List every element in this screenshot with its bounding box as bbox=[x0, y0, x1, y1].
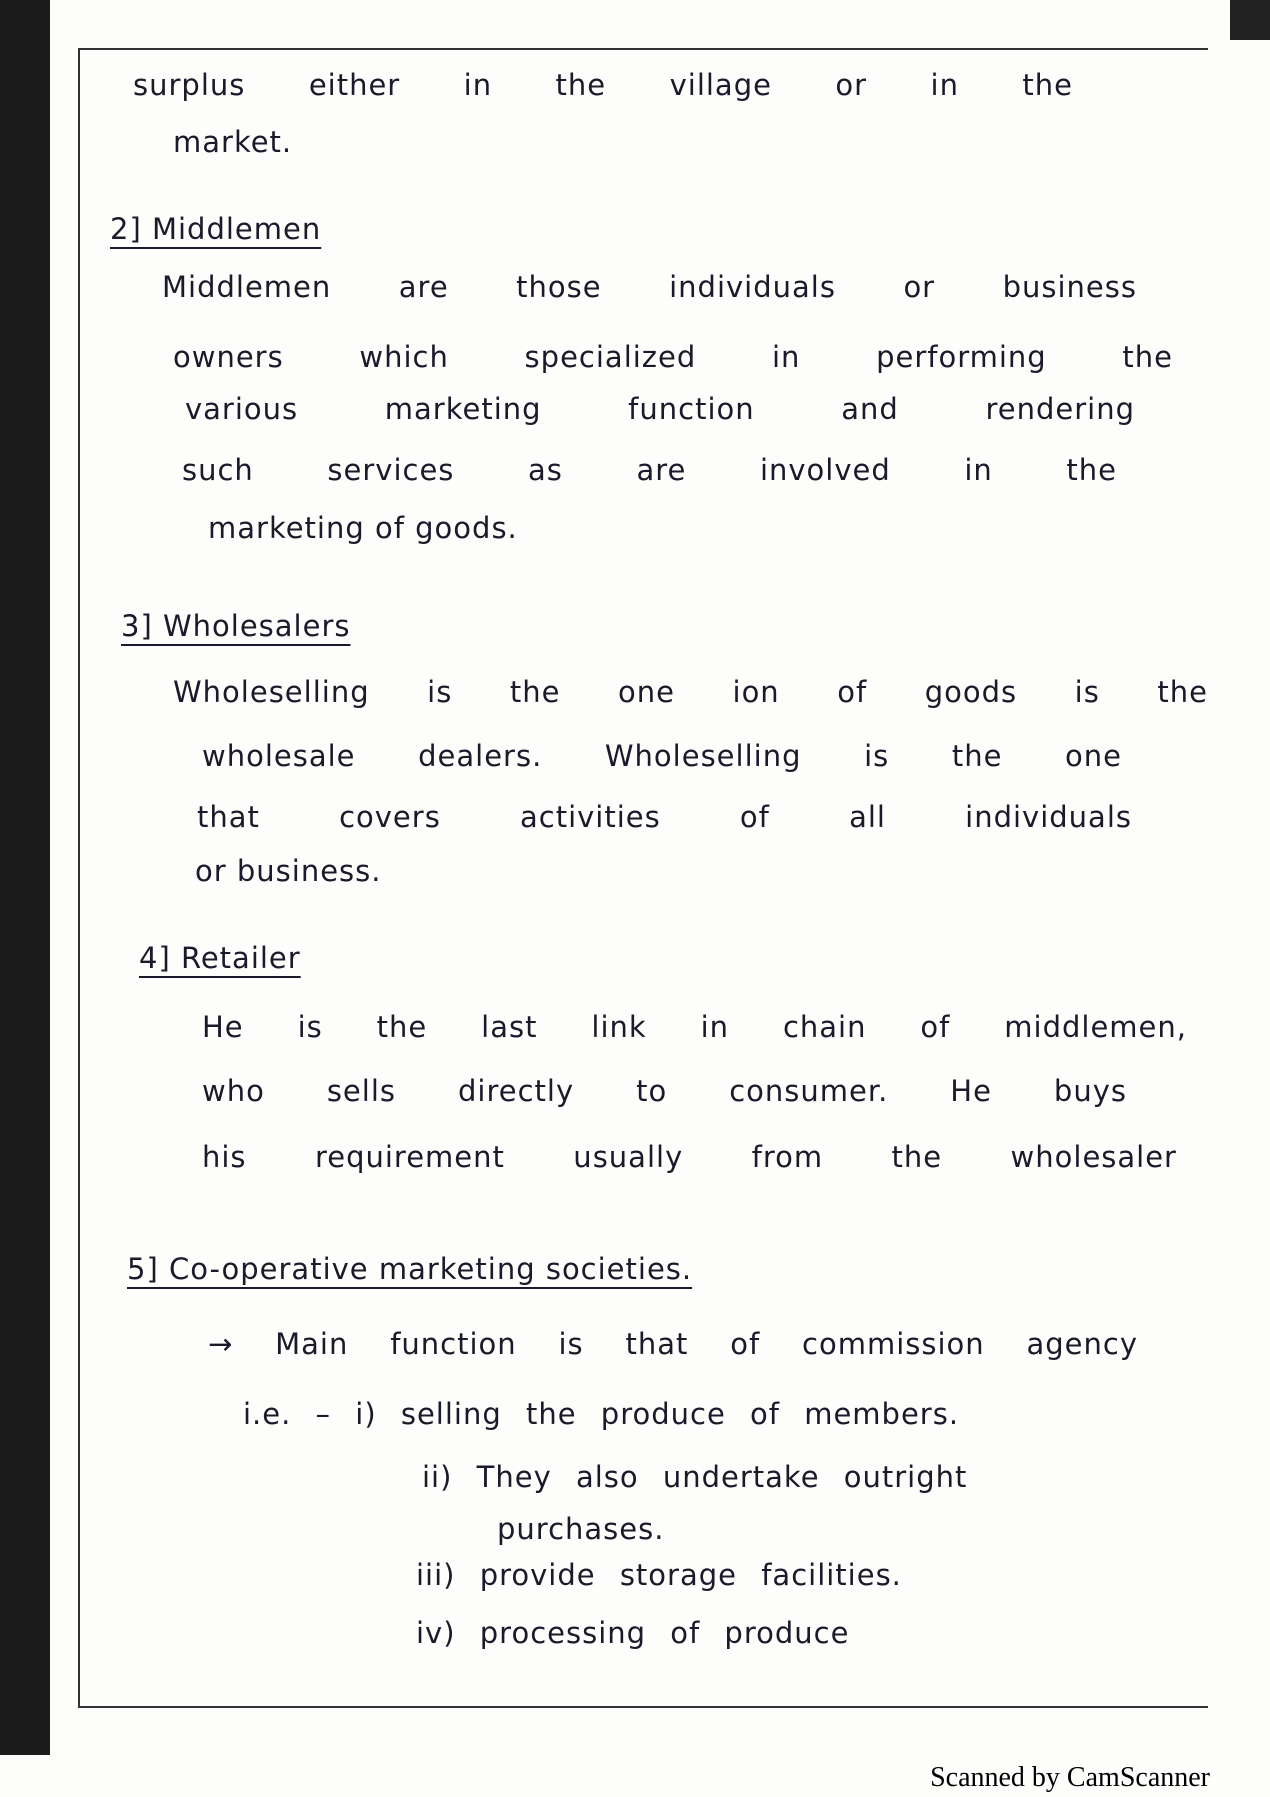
section-heading-cooperative: 5] Co-operative marketing societies. bbox=[127, 1252, 693, 1286]
text-line: that covers activities of all individuals bbox=[197, 800, 1132, 834]
text-line: such services as are involved in the bbox=[182, 453, 1117, 487]
text-line: or business. bbox=[195, 854, 382, 888]
text-line: purchases. bbox=[497, 1512, 665, 1546]
scanner-watermark: Scanned by CamScanner bbox=[930, 1762, 1210, 1793]
page-border-left bbox=[78, 48, 80, 1708]
section-heading-wholesalers: 3] Wholesalers bbox=[121, 609, 351, 643]
list-item: ii) They also undertake outright bbox=[422, 1460, 968, 1494]
scan-edge-left bbox=[0, 0, 50, 1755]
text-line: Wholeselling is the one ion of goods is the bbox=[173, 675, 1208, 709]
text-line: Middlemen are those individuals or business bbox=[162, 270, 1137, 304]
text-line: → Main function is that of commission agency bbox=[208, 1327, 1138, 1361]
list-item: iv) processing of produce bbox=[416, 1616, 850, 1650]
text-line: market. bbox=[173, 125, 293, 159]
text-line: marketing of goods. bbox=[208, 511, 518, 545]
page-border-top bbox=[78, 48, 1208, 50]
text-line: who sells directly to consumer. He buys bbox=[202, 1074, 1127, 1108]
text-line: various marketing function and rendering bbox=[185, 392, 1135, 426]
section-heading-middlemen: 2] Middlemen bbox=[110, 212, 322, 246]
list-item: iii) provide storage facilities. bbox=[416, 1558, 902, 1592]
text-line: owners which specialized in performing the bbox=[173, 340, 1173, 374]
text-line: surplus either in the village or in the bbox=[133, 68, 1073, 102]
list-item: i.e. – i) selling the produce of members. bbox=[243, 1397, 960, 1431]
text-line: wholesale dealers. Wholeselling is the one bbox=[202, 739, 1122, 773]
text-line: He is the last link in chain of middlemen, bbox=[202, 1010, 1187, 1044]
page-border-bottom bbox=[78, 1706, 1208, 1708]
scan-edge-corner bbox=[1230, 0, 1270, 40]
section-heading-retailer: 4] Retailer bbox=[139, 941, 301, 975]
text-line: his requirement usually from the wholesaler bbox=[202, 1140, 1177, 1174]
